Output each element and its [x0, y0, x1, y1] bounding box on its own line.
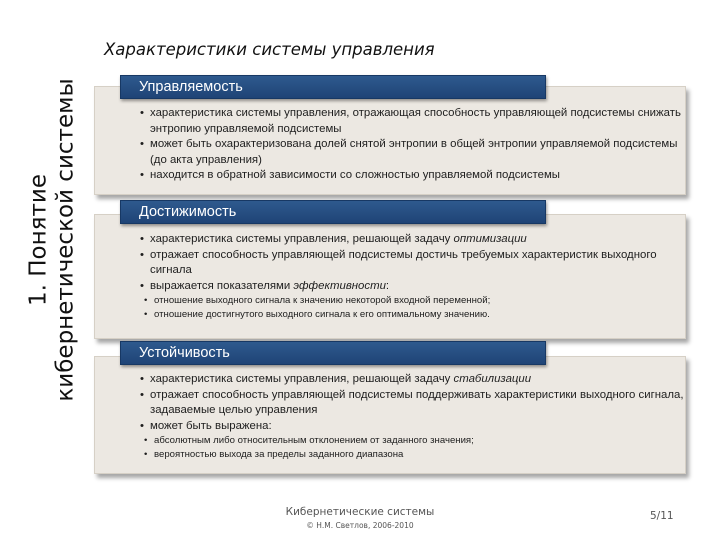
- sub-list-item: • вероятностью выхода за пределы заданного диапазона: [140, 448, 688, 462]
- list-item: • выражается показателями эффективности:: [140, 279, 688, 295]
- section-heading-reachability: Достижимость: [120, 200, 546, 224]
- emphasis-term: оптимизации: [453, 233, 527, 245]
- bullet-icon: •: [144, 295, 148, 307]
- list-item: • характеристика системы управления, решающей задачу оптимизации: [140, 232, 688, 248]
- bullet-icon: •: [140, 233, 144, 245]
- footer-course: Кибернетические системы: [285, 506, 435, 518]
- footer-copyright: © Н.М. Светлов, 2006-2010: [306, 521, 414, 530]
- section-list-controllability: [140, 106, 688, 184]
- section-title-line-2: кибернетической системы: [53, 78, 79, 402]
- section-heading-controllability: Управляемость: [120, 75, 546, 99]
- list-item: • характеристика системы управления, отражающая способность управляющей подсистемы снижать энтропию управляемой подсистемы: [140, 106, 688, 137]
- bullet-icon: •: [140, 138, 144, 151]
- section-title-line-1: 1. Понятие: [26, 174, 52, 306]
- list-item: • отражает способность управляющей подсистемы достичь требуемых характеристик выходного сигнала: [140, 248, 688, 279]
- list-item: • может быть охарактеризована долей снятой энтропии в общей энтропии управляемой подсистемы (до акта управления): [140, 137, 688, 168]
- section-title-vertical: [18, 40, 88, 440]
- bullet-icon: •: [140, 248, 144, 261]
- bullet-icon: •: [140, 169, 144, 182]
- sub-list-item: • отношение достигнутого выходного сигнала к его оптимальному значению.: [140, 308, 688, 322]
- section-heading-stability: Устойчивость: [120, 341, 546, 365]
- bullet-icon: •: [144, 309, 148, 321]
- bullet-icon: •: [140, 419, 144, 432]
- bullet-icon: •: [140, 107, 144, 119]
- emphasis-term: стабилизации: [453, 373, 532, 385]
- bullet-icon: •: [140, 373, 144, 385]
- page-number: 5/11: [650, 510, 674, 522]
- section-list-stability: [140, 372, 688, 462]
- bullet-icon: •: [140, 279, 144, 292]
- emphasis-term: эффективности: [293, 279, 386, 292]
- list-item: • отражает способность управляющей подсистемы поддерживать характеристики выходного сигнала, задаваемые целью управления: [140, 388, 688, 419]
- bullet-icon: •: [140, 388, 144, 401]
- list-item: • характеристика системы управления, решающей задачу стабилизации: [140, 372, 688, 388]
- bullet-icon: •: [144, 449, 148, 461]
- list-item: • находится в обратной зависимости со сложностью управляемой подсистемы: [140, 168, 688, 184]
- sub-list-item: • отношение выходного сигнала к значению некоторой входной переменной;: [140, 294, 688, 308]
- sub-list-item: • абсолютным либо относительным отклонением от заданного значения;: [140, 434, 688, 448]
- section-list-reachability: [140, 232, 688, 322]
- slide-title: Характеристики системы управления: [104, 40, 435, 59]
- list-item: • может быть выражена:: [140, 419, 688, 435]
- bullet-icon: •: [144, 435, 148, 447]
